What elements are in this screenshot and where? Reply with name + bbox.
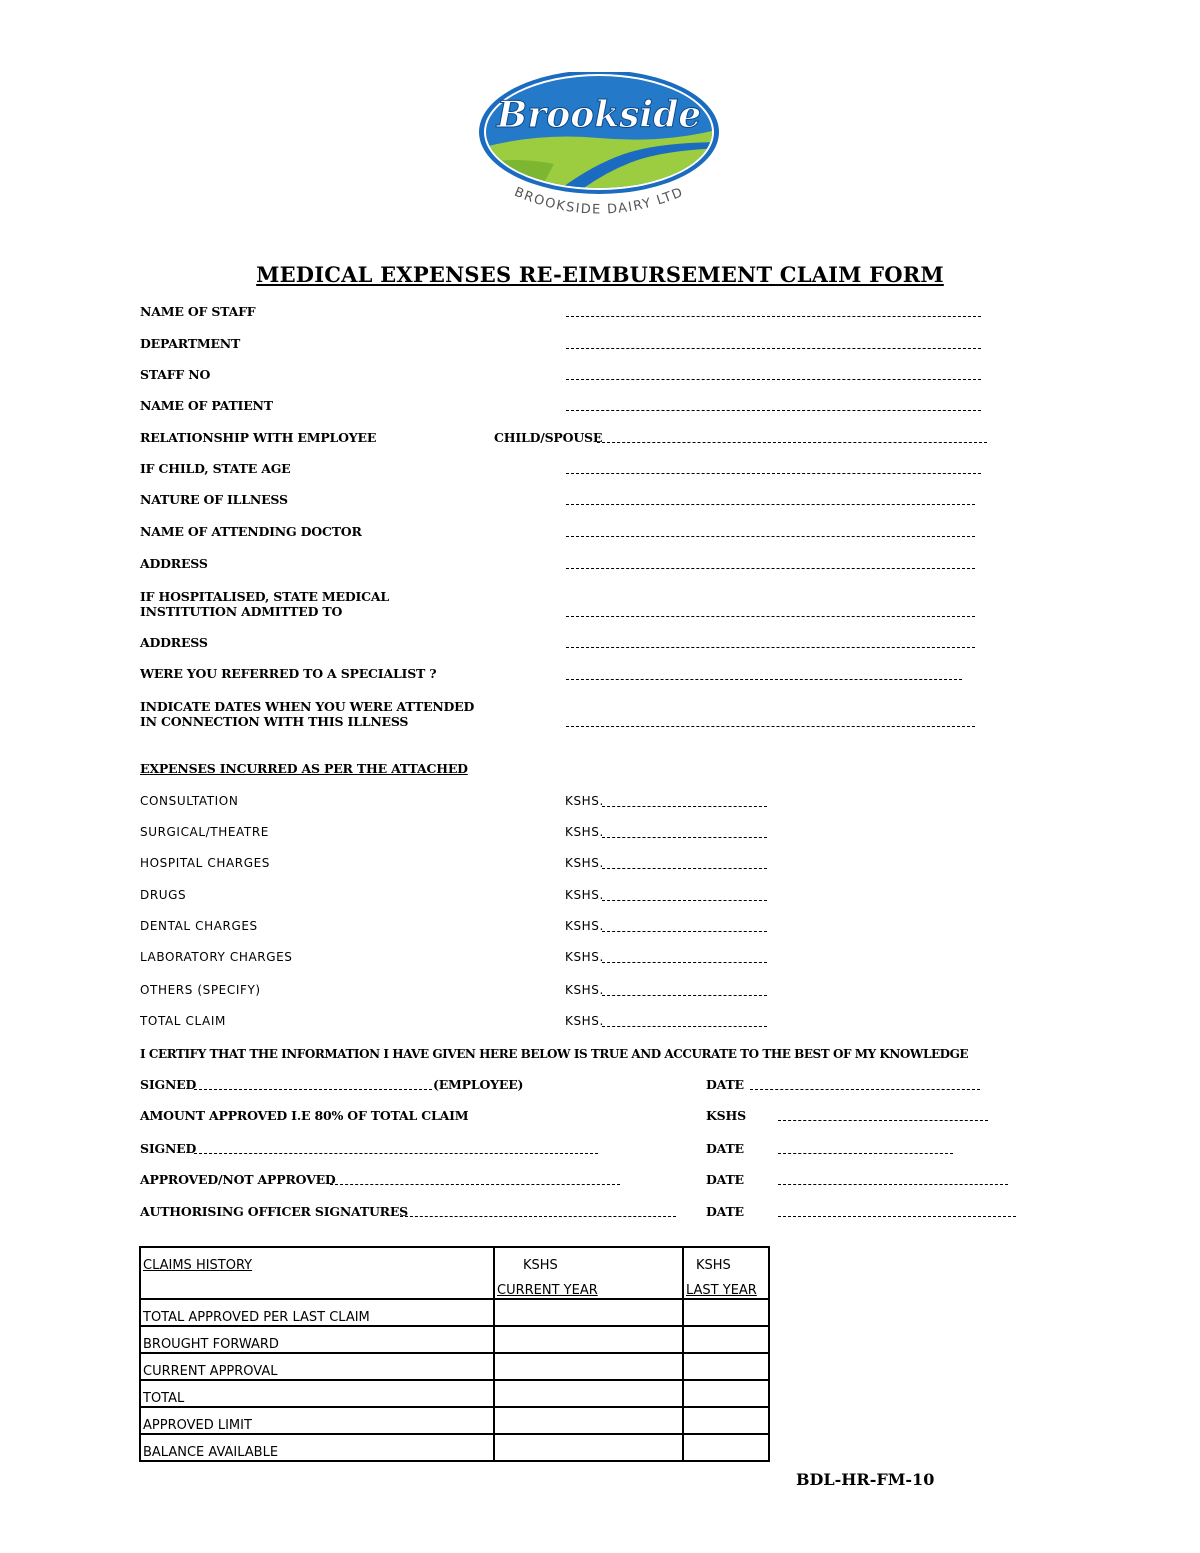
table-row <box>140 1434 769 1461</box>
label-department: DEPARTMENT <box>140 336 241 351</box>
label-employee: (EMPLOYEE) <box>433 1077 524 1092</box>
label-kshs: KSHS <box>706 1108 746 1123</box>
label-relationship: RELATIONSHIP WITH EMPLOYEE <box>140 430 377 445</box>
field-attendance-dates[interactable] <box>566 726 975 727</box>
label-referred-specialist: WERE YOU REFERRED TO A SPECIALIST ? <box>140 666 437 681</box>
field-staff-no[interactable] <box>566 379 981 380</box>
field-signature[interactable] <box>194 1153 598 1154</box>
cell-last-year[interactable] <box>683 1434 769 1461</box>
field-address[interactable] <box>566 568 975 569</box>
cell-last-year[interactable] <box>683 1326 769 1353</box>
label-authorising-officer: AUTHORISING OFFICER SIGNATURES <box>140 1204 408 1219</box>
logo-company-text: BROOKSIDE DAIRY LTD <box>511 184 687 218</box>
currency-label: KSHS. <box>565 856 604 870</box>
label-signed-employee: SIGNED <box>140 1077 197 1092</box>
label-hospital-address: ADDRESS <box>140 635 208 650</box>
field-drugs[interactable] <box>602 900 767 901</box>
page-title: MEDICAL EXPENSES RE-EIMBURSEMENT CLAIM FORM <box>256 262 944 287</box>
currency-label: KSHS. <box>565 983 604 997</box>
table-header-cell <box>494 1247 683 1273</box>
field-total-claim[interactable] <box>602 1026 767 1027</box>
label-date: DATE <box>706 1077 744 1092</box>
expense-label: DRUGS <box>140 888 187 902</box>
label-amount-approved: AMOUNT APPROVED I.E 80% OF TOTAL CLAIM <box>140 1108 469 1123</box>
label-staff-no: STAFF NO <box>140 367 211 382</box>
field-laboratory-charges[interactable] <box>602 962 767 963</box>
cell-current-year[interactable] <box>494 1326 683 1353</box>
label-signed: SIGNED <box>140 1141 197 1156</box>
cell-last-year[interactable] <box>683 1353 769 1380</box>
field-authorising-date[interactable] <box>778 1216 1016 1217</box>
currency-label: KSHS. <box>565 825 604 839</box>
field-consultation[interactable] <box>602 806 767 807</box>
field-approval[interactable] <box>330 1184 620 1185</box>
label-date: DATE <box>706 1141 744 1156</box>
currency-label: KSHS. <box>565 794 604 808</box>
currency-last: KSHS <box>696 1258 731 1273</box>
expense-label: HOSPITAL CHARGES <box>140 856 271 870</box>
table-row <box>140 1380 769 1407</box>
row-label: TOTAL <box>140 1380 494 1407</box>
table-header-row <box>140 1273 769 1299</box>
certification-statement: I CERTIFY THAT THE INFORMATION I HAVE GIVEN HERE BELOW IS TRUE AND ACCURATE TO THE BEST OF MY KNOWLEDGE <box>140 1047 969 1061</box>
expense-label: TOTAL CLAIM <box>140 1014 226 1028</box>
field-child-age[interactable] <box>566 473 981 474</box>
label-date: DATE <box>706 1172 744 1187</box>
currency-label: KSHS. <box>565 950 604 964</box>
row-label: BROUGHT FORWARD <box>140 1326 494 1353</box>
col-last-year: LAST YEAR <box>686 1283 757 1298</box>
cell-last-year[interactable] <box>683 1380 769 1407</box>
cell-last-year[interactable] <box>683 1407 769 1434</box>
cell-current-year[interactable] <box>494 1353 683 1380</box>
table-header-cell <box>494 1273 683 1299</box>
field-name-of-patient[interactable] <box>566 410 981 411</box>
expense-label: LABORATORY CHARGES <box>140 950 293 964</box>
field-name-of-staff[interactable] <box>566 316 981 317</box>
field-hospital-institution[interactable] <box>566 616 975 617</box>
currency-label: KSHS. <box>565 1014 604 1028</box>
field-attending-doctor[interactable] <box>566 536 975 537</box>
col-current-year: CURRENT YEAR <box>497 1283 598 1298</box>
claims-history-title: CLAIMS HISTORY <box>143 1258 253 1273</box>
brookside-logo <box>474 72 724 232</box>
field-others[interactable] <box>602 995 767 996</box>
field-hospital-address[interactable] <box>566 647 975 648</box>
label-dates-line1: INDICATE DATES WHEN YOU WERE ATTENDED <box>140 699 475 714</box>
table-row <box>140 1299 769 1326</box>
table-header-row <box>140 1247 769 1273</box>
row-label: BALANCE AVAILABLE <box>140 1434 494 1461</box>
expense-label: DENTAL CHARGES <box>140 919 258 933</box>
field-nature-of-illness[interactable] <box>566 504 975 505</box>
label-attending-doctor: NAME OF ATTENDING DOCTOR <box>140 524 362 539</box>
claims-history-table <box>139 1246 770 1462</box>
currency-current: KSHS <box>523 1258 558 1273</box>
field-approval-date[interactable] <box>778 1184 1008 1185</box>
label-name-of-staff: NAME OF STAFF <box>140 304 256 319</box>
row-label: APPROVED LIMIT <box>140 1407 494 1434</box>
field-hospital-charges[interactable] <box>602 868 767 869</box>
field-referred-specialist[interactable] <box>566 679 962 680</box>
table-header-cell <box>140 1273 494 1299</box>
currency-label: KSHS. <box>565 888 604 902</box>
label-child-age: IF CHILD, STATE AGE <box>140 461 291 476</box>
expense-label: CONSULTATION <box>140 794 239 808</box>
table-row <box>140 1353 769 1380</box>
label-dates-line2: IN CONNECTION WITH THIS ILLNESS <box>140 714 409 729</box>
table-header-cell <box>140 1247 494 1273</box>
table-row <box>140 1407 769 1434</box>
row-label: TOTAL APPROVED PER LAST CLAIM <box>140 1299 494 1326</box>
label-hospitalised-line2: INSTITUTION ADMITTED TO <box>140 604 343 619</box>
field-authorising-signatures[interactable] <box>400 1216 676 1217</box>
expenses-heading: EXPENSES INCURRED AS PER THE ATTACHED <box>140 761 468 776</box>
label-nature-of-illness: NATURE OF ILLNESS <box>140 492 288 507</box>
cell-last-year[interactable] <box>683 1299 769 1326</box>
field-employee-signature[interactable] <box>194 1089 432 1090</box>
label-name-of-patient: NAME OF PATIENT <box>140 398 273 413</box>
label-date: DATE <box>706 1204 744 1219</box>
table-header-cell <box>683 1247 769 1273</box>
field-surgical-theatre[interactable] <box>602 837 767 838</box>
field-relationship[interactable] <box>597 442 987 443</box>
field-department[interactable] <box>566 348 981 349</box>
field-dental-charges[interactable] <box>602 931 767 932</box>
expense-label: OTHERS (SPECIFY) <box>140 983 261 997</box>
cell-current-year[interactable] <box>494 1380 683 1407</box>
label-address: ADDRESS <box>140 556 208 571</box>
field-signature-date[interactable] <box>778 1153 953 1154</box>
currency-label: KSHS. <box>565 919 604 933</box>
cell-current-year[interactable] <box>494 1299 683 1326</box>
row-label: CURRENT APPROVAL <box>140 1353 494 1380</box>
cell-current-year[interactable] <box>494 1434 683 1461</box>
cell-current-year[interactable] <box>494 1407 683 1434</box>
logo-brand-text: Brookside <box>496 94 702 136</box>
field-employee-date[interactable] <box>750 1089 980 1090</box>
label-hospitalised-line1: IF HOSPITALISED, STATE MEDICAL <box>140 589 389 604</box>
label-approved-not-approved: APPROVED/NOT APPROVED <box>140 1172 336 1187</box>
form-code: BDL-HR-FM-10 <box>796 1470 935 1489</box>
field-amount-approved[interactable] <box>778 1120 988 1121</box>
table-header-cell <box>683 1273 769 1299</box>
expense-label: SURGICAL/THEATRE <box>140 825 269 839</box>
label-child-spouse: CHILD/SPOUSE <box>494 430 603 445</box>
table-row <box>140 1326 769 1353</box>
